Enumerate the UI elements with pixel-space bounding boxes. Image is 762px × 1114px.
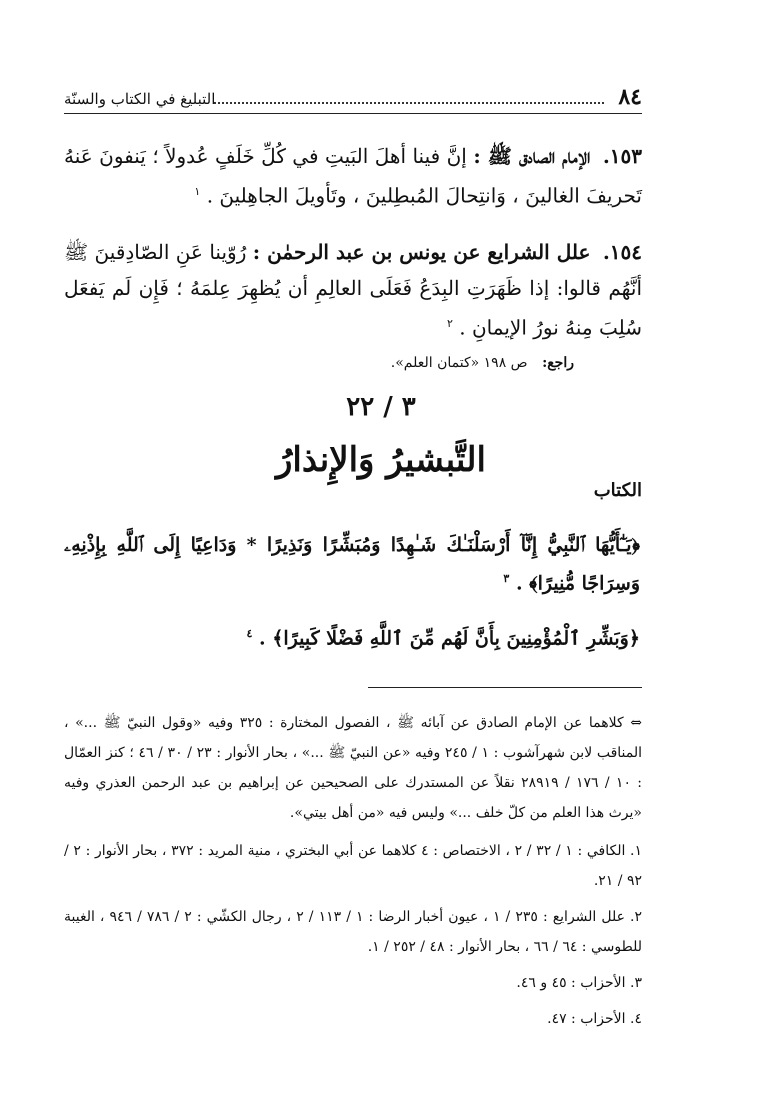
footnote-3	[64, 968, 642, 998]
footnote-ref: ٤	[246, 627, 253, 640]
footnote-text: الأحزاب : ٤٥ و ٤٦.	[516, 975, 626, 991]
footnote-text: علل الشرايع : ٢٣٥ / ١ ، عيون أخبار الرضا : ١ / ١١٣ / ٢ ، رجال الكشّي : ٢ / ٧٨٦ / ٩٤٦ ، الغيبة للطوسي : ٦٤ / ٦٦ ، بحار الأنوار : ٤٨ / ٢٥٢ / ١.	[64, 909, 642, 955]
leader-dots	[214, 102, 604, 104]
footnotes	[64, 708, 642, 1034]
footnote-continued	[64, 708, 642, 828]
footnote-text: كلاهما عن الإمام الصادق عن آبائه ﷺ ، الفصول المختارة : ٣٢٥ وفيه «وقول النبيّ ﷺ ...» ، المناقب لابن شهرآشوب : ١ / ٢٤٥ وفيه «عن النبيّ ﷺ ...» ، بحار الأنوار : ٢٣ / ٣٠ / ٤٦ ؛ كنز العمّال : ١٠ / ١٧٦ / ٢٨٩١٩ نقلاً عن المستدرك على الصحيحين عن إبراهيم بن عبد الرحمن العذري وفيه «يرث هذا العلم من كلّ خلف ...» وليس فيه «من أهل بيتي».	[64, 715, 643, 821]
verse-text: ﴿وَبَشِّرِ ٱلْمُؤْمِنِينَ بِأَنَّ لَهُم مِّنَ ٱللَّهِ فَضْلًا كَبِيرًا﴾ .	[259, 627, 640, 650]
footnote-marker: ٣.	[630, 975, 642, 991]
hadith-154	[64, 234, 642, 346]
quran-verse-2	[64, 617, 640, 655]
footnote-ref: ٢	[447, 317, 453, 330]
subheading-book: الكتاب	[593, 480, 642, 501]
header-rule	[64, 113, 642, 114]
footnote-1	[64, 836, 642, 896]
section-title: التَّبشيرُ وَالإِنذارُ	[276, 440, 486, 480]
running-header	[64, 84, 642, 114]
footnote-ref: ١	[194, 185, 201, 198]
hadith-source: علل الشرايع عن يونس بن عبد الرحمٰن :	[252, 240, 591, 264]
page-number: ٨٤	[618, 84, 642, 110]
hadith-number: ١٥٤.	[602, 240, 643, 264]
footnote-2	[64, 902, 642, 962]
hadith-text: رُوّينا عَنِ الصّادِقينَ ﷺ أنَّهُم قالوا: إذا ظَهَرَتِ البِدَعُ فَعَلَى العالِمِ أن يُظهِرَ عِلمَهُ ؛ فَإِن لَم يَفعَل سُلِبَ مِنهُ نورُ الإيمانِ .	[64, 240, 642, 340]
hadith-number: ١٥٣.	[602, 144, 643, 168]
footnote-ref: ٣	[503, 572, 510, 585]
running-title: التبليغ في الكتاب والسنّة	[64, 90, 216, 108]
footnote-text: الكافي : ١ / ٣٢ / ٢ ، الاختصاص : ٤ كلاهما عن أبي البختري ، منية المريد : ٣٧٢ ، بحار الأنوار : ٢ / ٩٢ / ٢١.	[64, 843, 642, 889]
section-number: ٣ / ٢٢	[346, 392, 416, 422]
footnote-marker: ⇔	[630, 715, 642, 731]
footnote-marker: ٢.	[630, 909, 643, 925]
hadith-text: إنَّ فينا أهلَ البَيتِ في كُلِّ خَلَفٍ عُدولاً ؛ يَنفونَ عَنهُ تَحريفَ الغالينَ ، وَانتِحالَ المُبطِلينَ ، وتَأويلَ الجاهِلينَ .	[64, 144, 642, 208]
see-also-text: ص ١٩٨ «كتمان العلم».	[390, 355, 528, 371]
footnote-rule	[368, 687, 642, 688]
footnote-text: الأحزاب : ٤٧.	[547, 1011, 626, 1027]
footnote-4	[64, 1004, 642, 1034]
footnote-marker: ١.	[630, 843, 643, 859]
footnote-marker: ٤.	[630, 1011, 642, 1027]
hadith-153	[64, 138, 642, 214]
hadith-source: الإمام الصادق ﷺ :	[473, 144, 591, 168]
verse-text: ﴿يَـٰٓأَيُّهَا ٱلنَّبِيُّ إِنَّآ أَرْسَلْنَـٰكَ شَـٰهِدًا وَمُبَشِّرًا وَنَذِيرًا * وَدَاعِيًا إِلَى ٱللَّهِ بِإِذْنِهِۦ وَسِرَاجًا مُّنِيرًا﴾ .	[64, 534, 640, 595]
quran-verse-1	[64, 528, 640, 600]
see-also	[391, 355, 574, 371]
see-also-label: راجع:	[542, 355, 574, 371]
